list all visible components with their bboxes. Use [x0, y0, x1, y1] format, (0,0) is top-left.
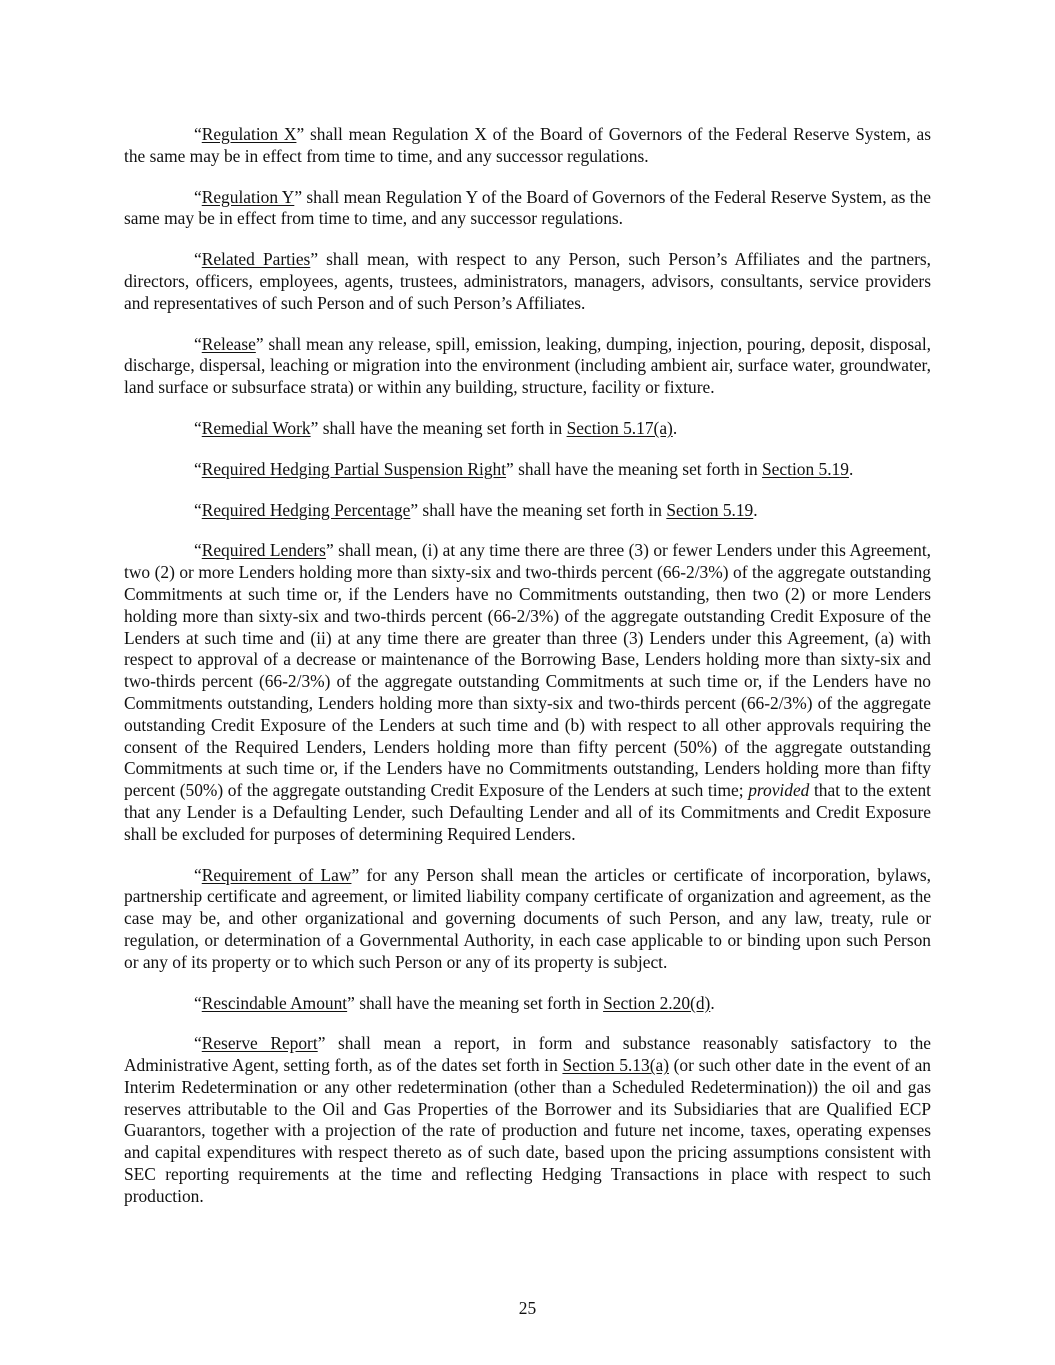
definition-release — [124, 334, 931, 399]
defined-term: Rescindable Amount — [201, 992, 348, 1013]
definition-text: ” for any Person shall mean the articles or certificate of incorporation, bylaws, partnership certificate and agreement, or limited liability company certificate of organization and agreement, as the case may be, and other organizational and governing documents of such Person, and any law, treaty, rule or regulation, or determination of a Governmental Authority, in each case applicable to or binding upon such Person or any of its property or to which such Person or any of its property is subject. — [124, 864, 931, 972]
definition-required-hedging-partial-suspension-right — [124, 459, 931, 481]
definition-rescindable-amount — [124, 993, 931, 1015]
open-quote: “ — [194, 540, 202, 561]
definition-related-parties — [124, 249, 931, 314]
emphasis-provided: provided — [748, 780, 810, 801]
definition-end: . — [672, 417, 678, 438]
definition-text: ” shall have the meaning set forth in — [347, 992, 604, 1013]
page-number: 25 — [518, 1298, 537, 1318]
definition-text: ” shall mean, (i) at any time there are three (3) or fewer Lenders under this Agreement, two (2) or more Lenders holding more than sixty-six and two-thirds percent (66-2/3%) of the aggregate outstanding Commitments at such time or, if the Lenders have no Commitments outstanding, then two (2) or more Lenders holding more than sixty-six and two-thirds percent (66-2/3%) of the aggregate outstanding Credit Exposure of the Lenders at such time and (ii) at any time there are greater than three (3) Lenders under this Agreement, (a) with respect to approval of a decrease or maintenance of the Borrowing Base, Lenders holding more than sixty-six and two-thirds percent (66-2/3%) of the aggregate outstanding Commitments at such time or, if the Lenders have no Commitments outstanding, Lenders holding more than sixty-six and two-thirds percent (66-2/3%) of the aggregate outstanding Credit Exposure of the Lenders at such time and (b) with respect to all other approvals requiring the consent of the Required Lenders, Lenders holding more than fifty percent (50%) of the aggregate outstanding Commitments at such time or, if the Lenders have no Commitments outstanding, Lenders holding more than fifty percent (50%) of the aggregate outstanding Credit Exposure of the Lenders at such time; — [124, 540, 931, 801]
definition-text: ” shall mean, with respect to any Person, such Person’s Affiliates and the partners, directors, officers, employees, agents, trustees, administrators, managers, advisors, consultants, service providers and representatives of such Person and of such Person’s Affiliates. — [124, 249, 931, 313]
open-quote: “ — [194, 458, 202, 479]
definition-text: ” shall mean Regulation Y of the Board of Governors of the Federal Reserve System, as the same may be in effect from time to time, and any successor regulations. — [124, 186, 931, 229]
open-quote: “ — [194, 1033, 202, 1054]
definition-text: ” shall mean any release, spill, emission, leaking, dumping, injection, pouring, deposit, disposal, discharge, dispersal, leaching or migration into the environment (including ambient air, surface water, groundwater, land surface or subsurface strata) or within any building, structure, facility or fixture. — [124, 333, 931, 398]
section-reference: Section 5.13(a) — [562, 1055, 669, 1076]
section-reference: Section 5.19 — [762, 458, 849, 479]
definition-end: . — [753, 499, 758, 520]
definition-requirement-of-law — [124, 865, 931, 974]
definition-tail: (or such other date in the event of an Interim Redetermination or any other redetermination (other than a Scheduled Redetermination)) the oil and gas reserves attributable to the Oil and Gas Properties of the Borrower and its Subsidiaries that are Qualified ECP Guarantors, together with a projection of the rate of production and future net income, taxes, operating expenses and capital expenditures with respect thereto as of such date, based upon the pricing assumptions consistent with SEC reporting requirements at the time and reflecting Hedging Transactions in place with respect to such production. — [124, 1055, 931, 1206]
definition-text: ” shall mean a report, in form and substance reasonably satisfactory to the Administrative Agent, setting forth, as of the dates set forth in — [124, 1033, 931, 1076]
defined-term: Remedial Work — [201, 417, 311, 438]
defined-term: Reserve Report — [201, 1033, 318, 1054]
definition-text: ” shall mean Regulation X of the Board of Governors of the Federal Reserve System, as the same may be in effect from time to time, and any successor regulations. — [124, 124, 931, 166]
section-reference: Section 2.20(d) — [603, 992, 711, 1013]
open-quote: “ — [194, 992, 202, 1013]
definition-regulation-y — [124, 187, 931, 231]
definition-tail: that to the extent that any Lender is a Defaulting Lender, such Defaulting Lender and all of its Commitments and Credit Exposure shall be excluded for purposes of determining Required Lenders. — [124, 780, 932, 844]
definition-end: . — [848, 458, 854, 479]
section-reference: Section 5.17(a) — [566, 417, 673, 438]
open-quote: “ — [194, 417, 202, 438]
definition-reserve-report — [124, 1033, 931, 1207]
open-quote: “ — [194, 124, 202, 144]
document-body — [124, 124, 931, 1208]
defined-term: Release — [201, 333, 256, 354]
definition-text: ” shall have the meaning set forth in — [506, 458, 762, 479]
definition-end: . — [710, 992, 715, 1013]
defined-term: Requirement of Law — [201, 864, 352, 885]
section-reference: Section 5.19 — [666, 499, 754, 520]
definition-regulation-x — [124, 124, 931, 168]
definition-remedial-work — [124, 418, 931, 440]
open-quote: “ — [194, 333, 202, 354]
definition-required-hedging-percentage — [124, 500, 931, 522]
defined-term: Related Parties — [201, 249, 311, 270]
definition-text: ” shall have the meaning set forth in — [310, 417, 567, 438]
open-quote: “ — [194, 186, 202, 207]
open-quote: “ — [194, 864, 202, 885]
defined-term: Required Lenders — [201, 540, 326, 561]
definition-text: ” shall have the meaning set forth in — [410, 499, 667, 520]
defined-term: Regulation X — [201, 124, 297, 144]
defined-term: Regulation Y — [201, 186, 295, 207]
definition-required-lenders — [124, 540, 931, 845]
open-quote: “ — [194, 249, 202, 270]
defined-term: Required Hedging Partial Suspension Right — [201, 458, 507, 479]
defined-term: Required Hedging Percentage — [201, 499, 411, 520]
open-quote: “ — [194, 499, 202, 520]
